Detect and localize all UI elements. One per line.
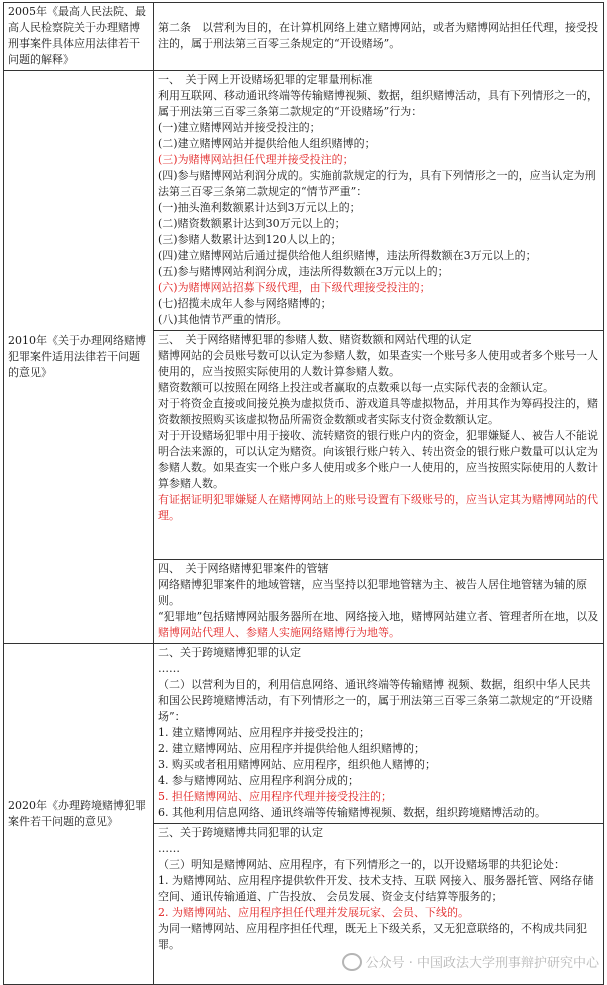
legal-comparison-table bbox=[3, 2, 604, 985]
provision-line: …… bbox=[158, 842, 180, 855]
provision-line: (七)招揽未成年人参与网络赌博的； bbox=[158, 297, 332, 310]
provision-line: （三）明知是赌博网站、应用程序，有下列情形之一的，以开设赌场罪的共犯论处： bbox=[158, 858, 565, 871]
provision-heading: 四、 关于网络赌博犯罪案件的管辖 bbox=[158, 562, 329, 575]
provision-line: 三、 关于网络赌博犯罪的参赌人数、赌资数额和网站代理的认定 bbox=[158, 333, 472, 346]
provision-line: 对于开设赌场犯罪中用于接收、流转赌资的银行账户内的资金，犯罪嫌疑人、被告人不能说明合法来源的，可以认定为赌资。向该银行账户转入、转出资金的银行账户数量可以认定为参赌人数。如果查实一个账户多人使用或多个账户一人使用的，应当按照实际使用的人数计算参赌人数。 bbox=[158, 429, 598, 490]
document-title-cell bbox=[4, 644, 154, 985]
provision-line: (三)参赌人数累计达到120人以上的； bbox=[158, 233, 342, 246]
provision-line: 6. 其他利用信息网络、通讯终端等传输赌博视频、数据，组织跨境赌博活动的。 bbox=[158, 806, 546, 819]
provision-list bbox=[158, 645, 599, 821]
provision-line: 1. 为赌博网站、应用程序提供软件开发、技术支持、互联 网接入、服务器托管、网络存储空间、通讯传输通道、广告投放、 会员发展、资金支付结算等服务的； bbox=[158, 874, 594, 903]
provision-line: 利用互联网、移动通讯终端等传输赌博视频、数据，组织赌博活动，具有下列情形之一的，属于刑法第三百零三条第二款规定的“开设赌场”行为： bbox=[158, 89, 598, 118]
provision-line: 2. 建立赌博网站、应用程序并提供给他人组织赌博的； bbox=[158, 742, 425, 755]
provision-line: 3. 购买或者租用赌博网站、应用程序，组织他人赌博的； bbox=[158, 758, 436, 771]
provision-cell bbox=[154, 71, 604, 331]
highlighted-text: 赌博网站代理人、参赌人实施网络赌博行为地等。 bbox=[158, 626, 400, 639]
highlighted-provision-line: 有证据证明犯罪嫌疑人在赌博网站上的账号设置有下级账号的，应当认定其为赌博网站的代理。 bbox=[158, 493, 598, 522]
document-title-cell bbox=[4, 71, 154, 644]
provision-line: (八)其他情节严重的情形。 bbox=[158, 313, 288, 326]
provision-text: 网络赌博犯罪案件的地域管辖，应当坚持以犯罪地管辖为主、被告人居住地管辖为辅的原则。 bbox=[158, 578, 587, 607]
table-row bbox=[4, 644, 604, 824]
provision-line: 赌博网站的会员账号数可以认定为参赌人数，如果查实一个账号多人使用或者多个账号一人使用的，应当按照实际使用的人数计算参赌人数。 bbox=[158, 349, 598, 378]
provision-line: (二)赌资数额累计达到30万元以上的； bbox=[158, 217, 346, 230]
provision-list bbox=[158, 72, 599, 328]
provision-cell bbox=[154, 644, 604, 824]
provision-list bbox=[158, 825, 599, 953]
provision-line: （二）以营利为目的，利用信息网络、通讯终端等传输赌博 视频、数据，组织中华人民共和国公民跨境赌博活动，有下列情形之一的，属于刑法第三百零三条第二款规定的“开设赌场”： bbox=[158, 678, 593, 723]
provision-text bbox=[158, 609, 599, 641]
provision-line: 为同一赌博网站、应用程序担任代理，既无上下级关系，又无犯意联络的，不构成共同犯罪。 bbox=[158, 922, 587, 951]
provision-line: 1. 建立赌博网站、应用程序并接受投注的； bbox=[158, 726, 370, 739]
document-title: 2005年《最高人民法院、最高人民检察院关于办理赌博刑事案件具体应用法律若干问题的解释》 bbox=[8, 5, 146, 66]
provision-line: …… bbox=[158, 662, 180, 675]
provision-line: 三、关于跨境赌博共同犯罪的认定 bbox=[158, 826, 323, 839]
highlighted-provision-line: (三)为赌博网站担任代理并接受投注的； bbox=[158, 153, 354, 166]
table-row bbox=[4, 3, 604, 71]
provision-line: (五)参与赌博网站利润分成，违法所得数额在3万元以上的； bbox=[158, 265, 449, 278]
document-title: 2020年《办理跨境赌博犯罪案件若干问题的意见》 bbox=[8, 798, 146, 828]
document-title-cell bbox=[4, 3, 154, 71]
document-title: 2010年《关于办理网络赌博犯罪案件适用法律若干问题的意见》 bbox=[8, 333, 146, 379]
provision-line: 一、 关于网上开设赌场犯罪的定罪量刑标准 bbox=[158, 73, 373, 86]
provision-line: 二、关于跨境赌博犯罪的认定 bbox=[158, 646, 301, 659]
provision-line: (四)参与赌博网站利润分成的。实施前款规定的行为，具有下列情形之一的，应当认定为刑法第三百零三条第二款规定的“情节严重”： bbox=[158, 169, 596, 198]
provision-cell bbox=[154, 3, 604, 71]
provision-cell bbox=[154, 560, 604, 644]
provision-line: 赌资数额可以按照在网络上投注或者赢取的点数乘以每一点实际代表的金额认定。 bbox=[158, 381, 554, 394]
provision-text: 第二条 以营利为目的，在计算机网络上建立赌博网站，或者为赌博网站担任代理，接受投注的，属于刑法第三百零三条规定的“开设赌场”。 bbox=[158, 21, 598, 50]
provision-line: 4. 参与赌博网站、应用程序利润分成的； bbox=[158, 774, 359, 787]
provision-text-part: “犯罪地”包括赌博网站服务器所在地、网络接入地，赌博网站建立者、管理者所在地，以及 bbox=[158, 610, 599, 623]
highlighted-provision-line: 5. 担任赌博网站、应用程序代理并接受投注的； bbox=[158, 790, 392, 803]
provision-line: (一)建立赌博网站并接受投注的； bbox=[158, 121, 321, 134]
watermark-text: 公众号 · 中国政法大学刑事辩护研究中心 bbox=[365, 956, 599, 971]
table-row bbox=[4, 71, 604, 331]
provision-line: (二)建立赌博网站并提供给他人组织赌博的； bbox=[158, 137, 376, 150]
highlighted-provision-line: 2. 为赌博网站、应用程序担任代理并发展玩家、会员、下线的。 bbox=[158, 906, 469, 919]
watermark bbox=[342, 952, 599, 971]
provision-list bbox=[158, 332, 599, 524]
highlighted-provision-line: (六)为赌博网站招募下级代理，由下级代理接受投注的； bbox=[158, 281, 431, 294]
provision-cell bbox=[154, 331, 604, 560]
wechat-icon bbox=[342, 953, 362, 971]
provision-line: (一)抽头渔利数额累计达到3万元以上的； bbox=[158, 201, 361, 214]
provision-line: (四)建立赌博网站后通过提供给他人组织赌博，违法所得数额在3万元以上的； bbox=[158, 249, 537, 262]
provision-line: 对于将资金直接或间接兑换为虚拟货币、游戏道具等虚拟物品，并用其作为筹码投注的，赌资数额按照购买该虚拟物品所需资金数额或者实际支付资金数额认定。 bbox=[158, 397, 598, 426]
